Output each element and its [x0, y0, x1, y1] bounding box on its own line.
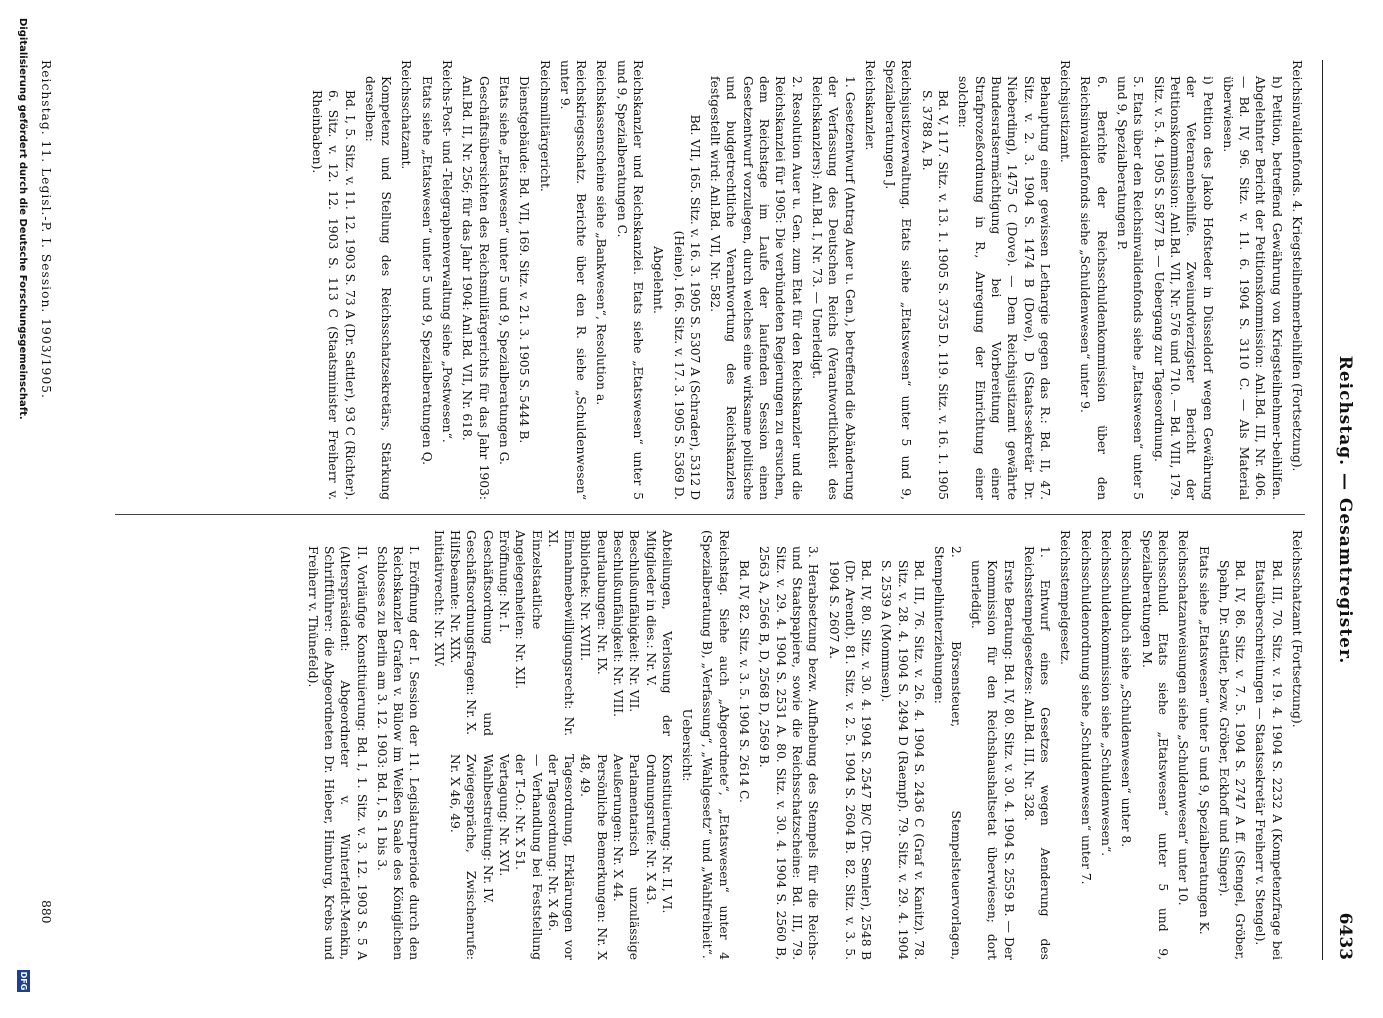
entry-reichsmilitaergericht: Reichsmilitärgericht. [537, 60, 552, 192]
footer-page: 880 [39, 900, 53, 924]
overview-item: Zwiegespräche, Zwischenrufe: Nr. X 46, 49. [448, 754, 479, 960]
entry-reichsschuldenkommission: Reichsschuldenkommission siehe „Schuldenwesen“. [1099, 530, 1114, 857]
entry-text: Bd. III, 76. Sitz. v. 26. 4. 1904 S. 2436 C (Graf v. Kanitz). 78. Sitz. v. 28. 4. 1904 S. 2494 D (Raempf). 79. Sitz. v. 29. 4. 1904 S. 2539 A (Mommsen). [879, 560, 927, 960]
entry-reichsschatzamt: Reichsschatzamt. [399, 60, 414, 170]
entry-text: Bd. V, 117. Sitz. v. 13. 1. 1905 S. 3735 D. 119. Sitz. v. 16. 1. 1905 S. 3788 A, B. [919, 90, 951, 500]
overview-item: Initiativrecht: Nr. XIV. [431, 530, 446, 668]
entry-text: Erste Beratung: Bd. IV, 80. Sitz. v. 30. 4. 1904 S. 2559 B. — Der Kommission für den Reichshaushaltsetat überwiesen; dort unerledigt. [968, 560, 1016, 960]
overview-item: Bibliothek: Nr. XVIII. [578, 530, 593, 661]
entry-text: i) Petition des Jakob Hofsteder in Düsseldorf wegen Gewährung der Veteranenbeihilfe. Zweiundvierzigster Bericht der Petitionskommission: Anl.Bd. VII, Nr. 576 und 710. — Bd. VIII, 179. Sitz. v. 5. 4. 1905 S. 5877 B. — Uebergang zur Tagesordnung. [1151, 76, 1215, 500]
overview-item: Beschlußunfähigkeit: Nr. VIII. [611, 530, 626, 718]
entry-text: h) Petition, betreffend Gewährung von Kriegsteilnehmer-beihilfen. Abgelehnter Bericht der Petitionskommission: Anl.Bd. III, Nr. 406. — Bd. IV, 96. Sitz. v. 11. 6. 1904 S. 3110 C. — Als Material überwiesen. [1220, 76, 1284, 500]
entry-text: Behauptung einer gewissen Lethargie gegen das R.: Bd. II, 47. Sitz. v. 2. 3. 1904 S. 1474 B (Dove), D (Staats-sekretär Dr. Nieberding), 1475 C (Dove). — Dem Reichsjustizamt gewährte Bundesratsermächtigung bei Vorbereitung einer Strafprozeßordnung in R., Anregung der Einrichtung einer solchen: [956, 76, 1052, 500]
overview-col-left [430, 530, 674, 736]
page-header [1322, 60, 1363, 960]
entry-text: Abgelehnt. [651, 246, 666, 314]
entry-text: Etats siehe „Etatswesen“ unter 5 und 9, Spezialberatungen K. [1196, 546, 1211, 935]
footer-volume: Reichstag. 11. Legisl.-P. I. Session. 1903/1905. [39, 60, 53, 399]
entry-reichsinvalidenfonds: Reichsinvalidenfonds. 4. Kriegsteilnehmerbeihilfen (Fortsetzung). [1290, 60, 1304, 472]
overview-item: Beurlaubungen: Nr. IX. [594, 530, 609, 675]
entry-text: 3. Herabsetzung bezw. Aufhebung des Stempels für die Reichs- und Staatspapiere, sowie die Reichsschatzscheine: Bd. III, 79. Sitz. v. 29. 4. 1904 S. 2531 A. 80. Sitz. v. 30. 4. 1904 S. 2560 B, 2563 A, 2566 B, D, 2568 D, 2569 B. [757, 546, 821, 960]
entry-text: Bd. I, 5. Sitz. v. 11. 12. 1903 S. 73 A (Dr. Sattler), 93 C (Richter). 6. Sitz. v. 12. 12. 1903 S. 113 C (Staatsminister Freiherr v. Rheinbaben). [309, 90, 357, 500]
overview-col-right [430, 754, 674, 960]
entry-reichskassenscheine: Reichskassenscheine siehe „Bankwesen“, Resolution a. [594, 60, 609, 406]
overview-item: Ordnungsrufe: Nr. X 43. [643, 754, 658, 905]
entry-reichskanzler-und-reichskanzlei: Reichskanzler und Reichskanzlei. Etats siehe „Etatswesen“ unter 5 und 9, Spezialberatungen C. [614, 60, 646, 500]
entry-reichsjustizverwaltung: Reichsjustizverwaltung. Etats siehe „Etatswesen“ unter 5 und 9, Spezialberatungen J. [883, 60, 914, 500]
overview-item: Persönliche Bemerkungen: Nr. X 48, 49. [578, 754, 609, 960]
overview-item: Abteilungen, Verlosung der Mitglieder in dies.: Nr. V. [643, 530, 674, 736]
entry-text: 1. Entwurf eines Gesetzes wegen Aenderung des Reichsstempelgesetzes: Anl.Bd. III, Nr. 328. [1021, 546, 1053, 960]
entry-text: Bd. III, 70. Sitz. v. 19. 4. 1904 S. 2232 A (Kompetenzfrage bei Etatsüberschreitungen — Staatssekretär Freiherr v. Stengel). [1253, 560, 1284, 960]
overview-item: Konstituierung: Nr. II, VI. [659, 754, 674, 914]
overview-item: Hilfsbeamte: Nr. XIX. [448, 530, 463, 664]
overview-item: Beschlußunfähigkeit: Nr. VII. [627, 530, 642, 713]
overview-item: Einzelstaatliche Angelegenheiten: Nr. XII. [513, 530, 544, 690]
overview-heading: Uebersicht: [680, 708, 695, 782]
entry-reichsschuldenordnung: Reichsschuldenordnung siehe „Schuldenwesen“ unter 7. [1078, 530, 1093, 885]
overview-item: Einnahmebewilligungsrecht: Nr. XI. [545, 530, 577, 736]
entry-text: Dienstgebäude: Bd. VII, 169. Sitz. v. 21. 3. 1905 S. 5444 B. [517, 76, 532, 444]
entry-text: Kompetenz und Stellung des Reichsschatzsekretärs, Stärkung derselben: [362, 76, 394, 500]
entry-text: 2. Resolution Auer u. Gen. zum Etat für den Reichskanzler und die Reichskanzlei für 1905: Die verbündeten Regierungen zu ersuchen, dem Reichstage im Laufe der laufenden Session einen Gesetzentwurf vorzulegen, durch welches eine wirksame politische und budgetrechtliche Verantwortung des Reichskanzlers festgestellt wird: Anl.Bd. VII, Nr. 582. [708, 76, 804, 500]
entry-text: 1. Gesetzentwurf (Antrag Auer u. Gen.), betreffend die Abänderung der Verfassung des Deutschen Reichs (Verantwortlichkeit des Reichskanzlers): Anl.Bd. I, Nr. 73. — Unerledigt. [809, 76, 857, 500]
entry-text: 6. Berichte der Reichsschuldenkommission über den Reichsinvalidenfonds siehe „Schuldenwesen“ unter 9. [1078, 76, 1109, 500]
entry-text: Bd. VII, 165. Sitz. v. 16. 3. 1905 S. 5307 A (Schrader), 5312 D (Heine). 166. Sitz. v. 17. 3. 1905 S. 5369 D. [671, 114, 702, 500]
left-column [305, 60, 1305, 500]
overview-item: Parlamentarisch unzulässige Aeußerungen: Nr. X 44. [611, 754, 642, 960]
entry-text: Bd. IV, 82. Sitz. v. 3. 5. 1904 S. 2614 C. [737, 560, 752, 803]
digitization-note: Digitalisierung gefördert durch die Deutsche Forschungsgemeinschaft. [17, 18, 28, 420]
right-column [300, 530, 1305, 960]
overview-table [430, 530, 674, 960]
entry-reichsschatzanweisungen: Reichsschatzanweisungen siehe „Schuldenwesen“ unter 10. [1176, 530, 1191, 906]
entry-text: Geschäftsübersichten des Reichsmilitärgerichts für das Jahr 1903: Anl.Bd. II, Nr. 256; für das Jahr 1904: Anl.Bd. VII, Nr. 618. [460, 76, 491, 500]
entry-text: 5. Etats über den Reichsinvalidenfonds siehe „Etatswesen“ unter 5 und 9, Spezialberatungen P. [1115, 76, 1146, 500]
entry-reichs-post: Reichs-Post- und -Telegraphenverwaltung siehe „Postwesen“. [440, 60, 455, 443]
entry-reichskanzler: Reichskanzler. [862, 60, 877, 151]
overview-item: Vertagung: Nr. XVI. [496, 754, 511, 877]
entry-reichstag: Reichstag. Siehe auch „Abgeordnete“, „Etatswesen“ unter 4 (Spezialberatung B), „Verfassung“, „Wahlgesetz“ und „Wahlfreiheit“. [700, 530, 731, 960]
entry-text: Bd. IV, 80. Sitz. v. 30. 4. 1904 S. 2547 B/C (Dr. Semler), 2548 B (Dr. Arendt). 81. Sitz. v. 2. 5. 1904 S. 2604 B. 82. Sitz. v. 3. 5. 1904 S. 2607 A. [826, 560, 874, 960]
overview-item: Tagesordnung, Erklärungen vor der Tagesordnung: Nr. X 46. [545, 754, 577, 960]
entry-reichsschuld: Reichsschuld. Etats siehe „Etatswesen“ unter 5 und 9, Spezialberatungen M. [1139, 530, 1170, 960]
entry-reichsjustizamt: Reichsjustizamt. [1058, 60, 1073, 163]
entry-reichsschatzamt-cont: Reichsschatzamt (Fortsetzung). [1290, 530, 1304, 728]
entry-text: Etats siehe „Etatswesen“ unter 5 und 9, Spezialberatungen Q. [419, 76, 434, 465]
entry-text: 2. Börsensteuer, Stempelsteuervorlagen, Stempelhinterziehungen: [932, 546, 963, 960]
column-divider [115, 514, 1305, 515]
entry-reichsschuldbuch: Reichsschuldbuch siehe „Schuldenwesen“ unter 8. [1119, 530, 1134, 848]
entry-text: I. Eröffnung der I. Session der 11. Legislaturperiode durch den Reichskanzler Grafen v. Bülow im Weißen Saale des Königlichen Schlosses zu Berlin am 3. 12. 1903: Bd. I, S. 1 bis 3. [374, 546, 422, 960]
entry-reichskriegsschatz: Reichskriegsschatz. Berichte über den R. siehe „Schuldenwesen“ unter 9. [557, 60, 589, 500]
entry-text: Etats siehe „Etatswesen“ unter 5 und 9, Spezialberatungen G. [496, 76, 511, 465]
running-title: Reichstag. — Gesamtregister. [1335, 355, 1355, 665]
overview-item: Geschäftsordnung und Geschäftsordnungsfragen: Nr. X. [464, 530, 495, 736]
entry-reichsstempelgesetz: Reichsstempelgesetz. [1058, 530, 1073, 665]
overview-item: — Verhandlung bei Feststellung der T.-O.: Nr. X 51. [513, 754, 544, 960]
entry-text: Bd. IV, 86. Sitz. v. 7. 5. 1904 S. 2747 A ff. (Stengel, Gröber, Spahn, Dr. Sattler, bezw. Gröber, Eckhoff und Singer). [1216, 560, 1248, 960]
overview-item: Wahlbestreitung: Nr. IV. [480, 754, 495, 904]
dfg-logo: DFG [19, 971, 28, 991]
overview-item: Eröffnung: Nr. I. [496, 530, 511, 633]
entry-text: II. Vorläufige Konstituierung: Bd. I, 1. Sitz. v. 3. 12. 1903 S. 5 A (Alterspräsident: Abgeordneter v. Winterfeldt-Menkin, Schriftführer: die Abgeordneten Dr. Hieber, Himburg, Krebs und Freiherr v. Thünefeld). [305, 546, 369, 960]
page-number: 6433 [1335, 912, 1355, 960]
